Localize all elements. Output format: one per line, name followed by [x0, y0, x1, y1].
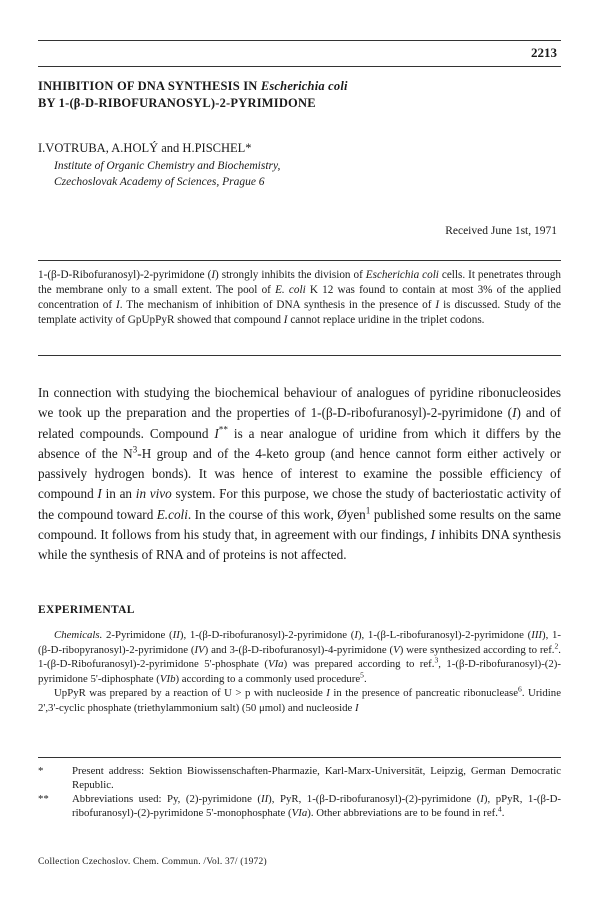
abstract-top-rule	[38, 260, 561, 261]
uppyr-paragraph: UpPyR was prepared by a reaction of U > p with nucleoside I in the presence of pancreatic ribonuclease$^6$. Uridine 2',3'-cyclic phosphate (triethylammonium salt) (50 μmol) and nucleoside I	[38, 684, 561, 714]
authors: I.VOTRUBA, A.HOLÝ and H.PISCHEL*	[38, 141, 252, 155]
header-rule	[38, 40, 561, 41]
footnote-2: ** Abbreviations used: Py, (2)-pyrimidone (II), PyR, 1-(β-D-ribofuranosyl)-(2)-pyrimidone (I), pPyR, 1-(β-D-ribofuranosyl)-(2)-pyrimidone 5'-monophosphate (VIa). Other abbreviations are to be found in ref.$^4$.	[38, 793, 561, 819]
abstract-bottom-rule	[38, 355, 561, 356]
abstract: 1-(β-D-Ribofuranosyl)-2-pyrimidone (I) strongly inhibits the division of Escherichia coli cells. It penetrates through the membrane only to a small extent. The pool of E. coli K 12 was found to contain at most 3% of the applied concentration of I. The mechanism of inhibition of DNA synthesis in the presence of I is discussed. Study of the template activity of GpUpPyR showed that compound I cannot replace uridine in the triplet codons.	[38, 269, 561, 326]
footnote-rule	[38, 757, 561, 758]
footnotes	[38, 764, 561, 820]
affiliation: Institute of Organic Chemistry and Biochemistry, Czechoslovak Academy of Sciences, Prague 6	[54, 160, 281, 188]
title-rule	[38, 66, 561, 67]
footnote-1: * Present address: Sektion Biowissenschaften-Pharmazie, Karl-Marx-Universität, Leipzig, German Democratic Republic.	[38, 765, 561, 791]
title-organism: Escherichia coli	[260, 79, 348, 93]
experimental-body	[38, 628, 561, 715]
page-number: 2213	[531, 45, 557, 60]
received-date: Received June 1st, 1971	[445, 225, 557, 237]
chemicals-paragraph: Chemicals. 2-Pyrimidone (II), 1-(β-D-ribofuranosyl)-2-pyrimidone (I), 1-(β-L-ribofuranosyl)-2-pyrimidone (III), 1-(β-D-ribopyranosyl)-2-pyrimidone (IV) and 3-(β-D-ribofuranosyl)-4-pyrimidone (V) were synthesized according to ref.$^2$. 1-(β-D-Ribofuranosyl)-2-pyrimidone 5'-phosphate (VIa) was prepared according to ref.$^3$, 1-(β-D-ribofuranosyl)-(2)-pyrimidone 5'-diphosphate (VIb) according to a commonly used procedure$^5$.	[38, 629, 561, 685]
journal-citation: Collection Czechoslov. Chem. Commun. /Vol. 37/ (1972)	[38, 857, 267, 867]
introduction-paragraph: In connection with studying the biochemical behaviour of analogues of pyridine ribonucleosides we took up the preparation and the properties of 1-(β-D-ribofuranosyl)-2-pyrimidone (I) and of related compounds. Compound I** is a near analogue of uridine from which it differs by the absence of the $N^3-H$ group and of the 4-keto group (and hence cannot form either actively or passively hydrogen bonds). It was hence of interest to examine the possible efficiency of compound I in an in vivo system. For this purpose, we chose the study of bacteriostatic activity of the compound toward E.coli. In the course of this work, Øyen$^1$ published some results on the same compound. It follows from his study that, in agreement with our findings, I inhibits DNA synthesis while the synthesis of RNA and of proteins is not affected.	[38, 385, 562, 563]
section-heading-experimental: EXPERIMENTAL	[38, 604, 135, 616]
article-title: INHIBITION OF DNA SYNTHESIS IN Escherichia coli BY 1-(β-D-RIBOFURANOSYL)-2-PYRIMIDONE	[38, 79, 348, 110]
